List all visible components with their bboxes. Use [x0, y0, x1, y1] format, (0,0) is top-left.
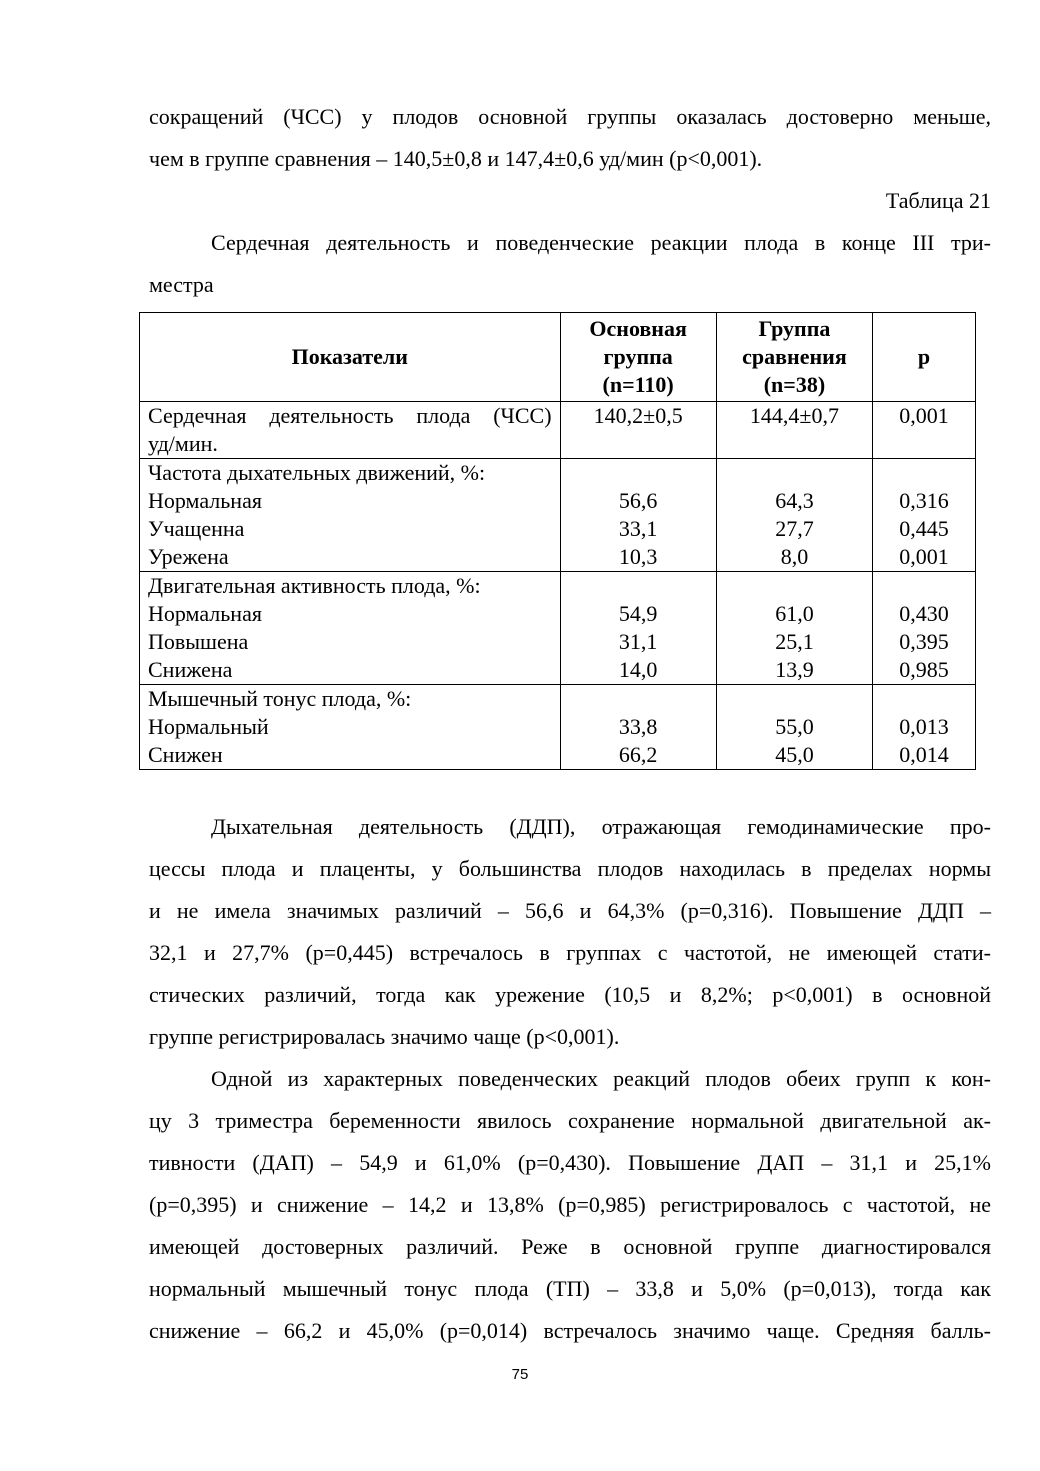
paragraph-line: Одной из характерных поведенческих реакций плодов обеих групп к кон- [211, 1066, 991, 1091]
row-label: Учащенна [148, 516, 245, 541]
main-group-value [569, 572, 708, 600]
p-value: 0,395 [899, 629, 949, 654]
row-label: Нормальный [148, 714, 269, 739]
table-row [140, 572, 976, 685]
main-group-cell [560, 685, 716, 770]
p-value: 0,985 [899, 657, 949, 682]
table-row [140, 459, 976, 572]
p-value: 0,445 [899, 516, 949, 541]
paragraph-line: Дыхательная деятельность (ДДП), отражающая гемодинамические про- [211, 814, 991, 839]
main-group-value: 56,6 [618, 488, 658, 513]
header-comparison-group-line: Группа [758, 316, 831, 341]
row-label: Нормальная [148, 601, 262, 626]
main-group-value: 66,2 [618, 742, 658, 767]
comparison-group-value [725, 685, 864, 713]
comparison-group-value: 144,4±0,7 [749, 403, 839, 428]
paragraph-line: и не имела значимых различий – 56,6 и 64,3% (p=0,316). Повышение ДДП – [149, 898, 991, 923]
row-label-cell [140, 572, 561, 685]
paragraph-breathing [149, 806, 991, 1058]
table-caption-line-1: Сердечная деятельность и поведенческие реакции плода в конце III три- [211, 230, 991, 255]
main-group-value [569, 685, 708, 713]
comparison-group-value: 55,0 [775, 714, 814, 739]
comparison-group-cell [716, 685, 872, 770]
p-value [881, 459, 967, 487]
row-label: Повышена [148, 629, 249, 654]
main-group-value: 10,3 [618, 544, 658, 569]
p-value: 0,014 [899, 742, 949, 767]
paragraph-line: (p=0,395) и снижение – 14,2 и 13,8% (p=0,985) регистрировалось с частотой, не [149, 1192, 991, 1217]
main-group-cell [560, 402, 716, 459]
paragraph-line: 32,1 и 27,7% (p=0,445) встречалось в группах с частотой, не имеющей стати- [149, 940, 991, 965]
comparison-group-cell [716, 572, 872, 685]
data-table [139, 312, 976, 770]
p-value-cell [873, 459, 976, 572]
row-label: Сердечная деятельность плода (ЧСС) [148, 403, 552, 428]
header-main-group [560, 313, 716, 402]
table-caption-line-2: местра [149, 272, 214, 297]
header-comparison-group-line: (n=38) [763, 372, 826, 397]
paragraph-line: цу 3 триместра беременности явилось сохранение нормальной двигательной ак- [149, 1108, 991, 1133]
paragraph-line: имеющей достоверных различий. Реже в основной группе диагностировался [149, 1234, 991, 1259]
comparison-group-value: 25,1 [775, 629, 814, 654]
p-value-cell [873, 685, 976, 770]
header-indicators: Показатели [140, 313, 561, 402]
row-section-title: Двигательная активность плода, %: [148, 573, 481, 598]
intro-line-1: сокращений (ЧСС) у плодов основной группы оказалась достоверно меньше, [149, 104, 991, 129]
p-value: 0,001 [899, 403, 949, 428]
comparison-group-cell [716, 459, 872, 572]
p-value [881, 572, 967, 600]
row-label-cell [140, 402, 561, 459]
comparison-group-value: 61,0 [775, 601, 814, 626]
paragraph-line: нормальный мышечный тонус плода (ТП) – 33,8 и 5,0% (p=0,013), тогда как [149, 1276, 991, 1301]
p-value [881, 685, 967, 713]
main-group-value: 14,0 [618, 657, 658, 682]
row-section-title: Мышечный тонус плода, %: [148, 686, 412, 711]
table-row [140, 402, 976, 459]
page-content [149, 96, 991, 1352]
row-label-cell [140, 685, 561, 770]
comparison-group-value [725, 572, 864, 600]
comparison-group-value: 13,9 [775, 657, 814, 682]
row-label: Снижена [148, 657, 233, 682]
p-value: 0,001 [899, 544, 949, 569]
main-group-value [569, 459, 708, 487]
paragraph-motor [149, 1058, 991, 1352]
main-group-value: 33,1 [618, 516, 658, 541]
row-label: Нормальная [148, 488, 262, 513]
p-value-cell [873, 402, 976, 459]
main-group-value: 31,1 [618, 629, 658, 654]
row-label: уд/мин. [148, 431, 218, 456]
main-group-cell [560, 572, 716, 685]
header-comparison-group-line: сравнения [742, 344, 847, 369]
comparison-group-value: 27,7 [775, 516, 814, 541]
header-p-value: p [873, 313, 976, 402]
comparison-group-cell [716, 402, 872, 459]
paragraph-line: снижение – 66,2 и 45,0% (p=0,014) встречалось значимо чаще. Средняя балль- [149, 1318, 991, 1343]
spacer [149, 770, 991, 806]
main-group-value: 140,2±0,5 [593, 403, 683, 428]
p-value-cell [873, 572, 976, 685]
page-number: 75 [511, 1366, 529, 1383]
comparison-group-value: 64,3 [775, 488, 814, 513]
main-group-value: 54,9 [618, 601, 658, 626]
row-label-cell [140, 459, 561, 572]
header-comparison-group [716, 313, 872, 402]
table-row [140, 685, 976, 770]
comparison-group-value [725, 459, 864, 487]
p-value: 0,013 [899, 714, 949, 739]
row-label: Снижен [148, 742, 223, 767]
table-label: Таблица 21 [885, 188, 991, 213]
p-value: 0,316 [899, 488, 949, 513]
comparison-group-value: 45,0 [775, 742, 814, 767]
comparison-group-value: 8,0 [780, 544, 809, 569]
header-main-group-line: группа [603, 344, 673, 369]
header-main-group-line: (n=110) [602, 372, 674, 397]
main-group-value: 33,8 [618, 714, 658, 739]
paragraph-line: тивности (ДАП) – 54,9 и 61,0% (p=0,430). Повышение ДАП – 31,1 и 25,1% [149, 1150, 991, 1175]
p-value: 0,430 [899, 601, 949, 626]
paragraph-line: группе регистрировалась значимо чаще (p<0,001). [149, 1024, 620, 1049]
main-group-cell [560, 459, 716, 572]
paragraph-line: стических различий, тогда как урежение (10,5 и 8,2%; p<0,001) в основной [149, 982, 991, 1007]
row-label: Урежена [148, 544, 229, 569]
intro-line-2: чем в группе сравнения – 140,5±0,8 и 147,4±0,6 уд/мин (p<0,001). [149, 146, 763, 171]
row-section-title: Частота дыхательных движений, %: [148, 460, 486, 485]
header-main-group-line: Основная [589, 316, 687, 341]
paragraph-line: цессы плода и плаценты, у большинства плодов находилась в пределах нормы [149, 856, 991, 881]
table-header-row [140, 313, 976, 402]
